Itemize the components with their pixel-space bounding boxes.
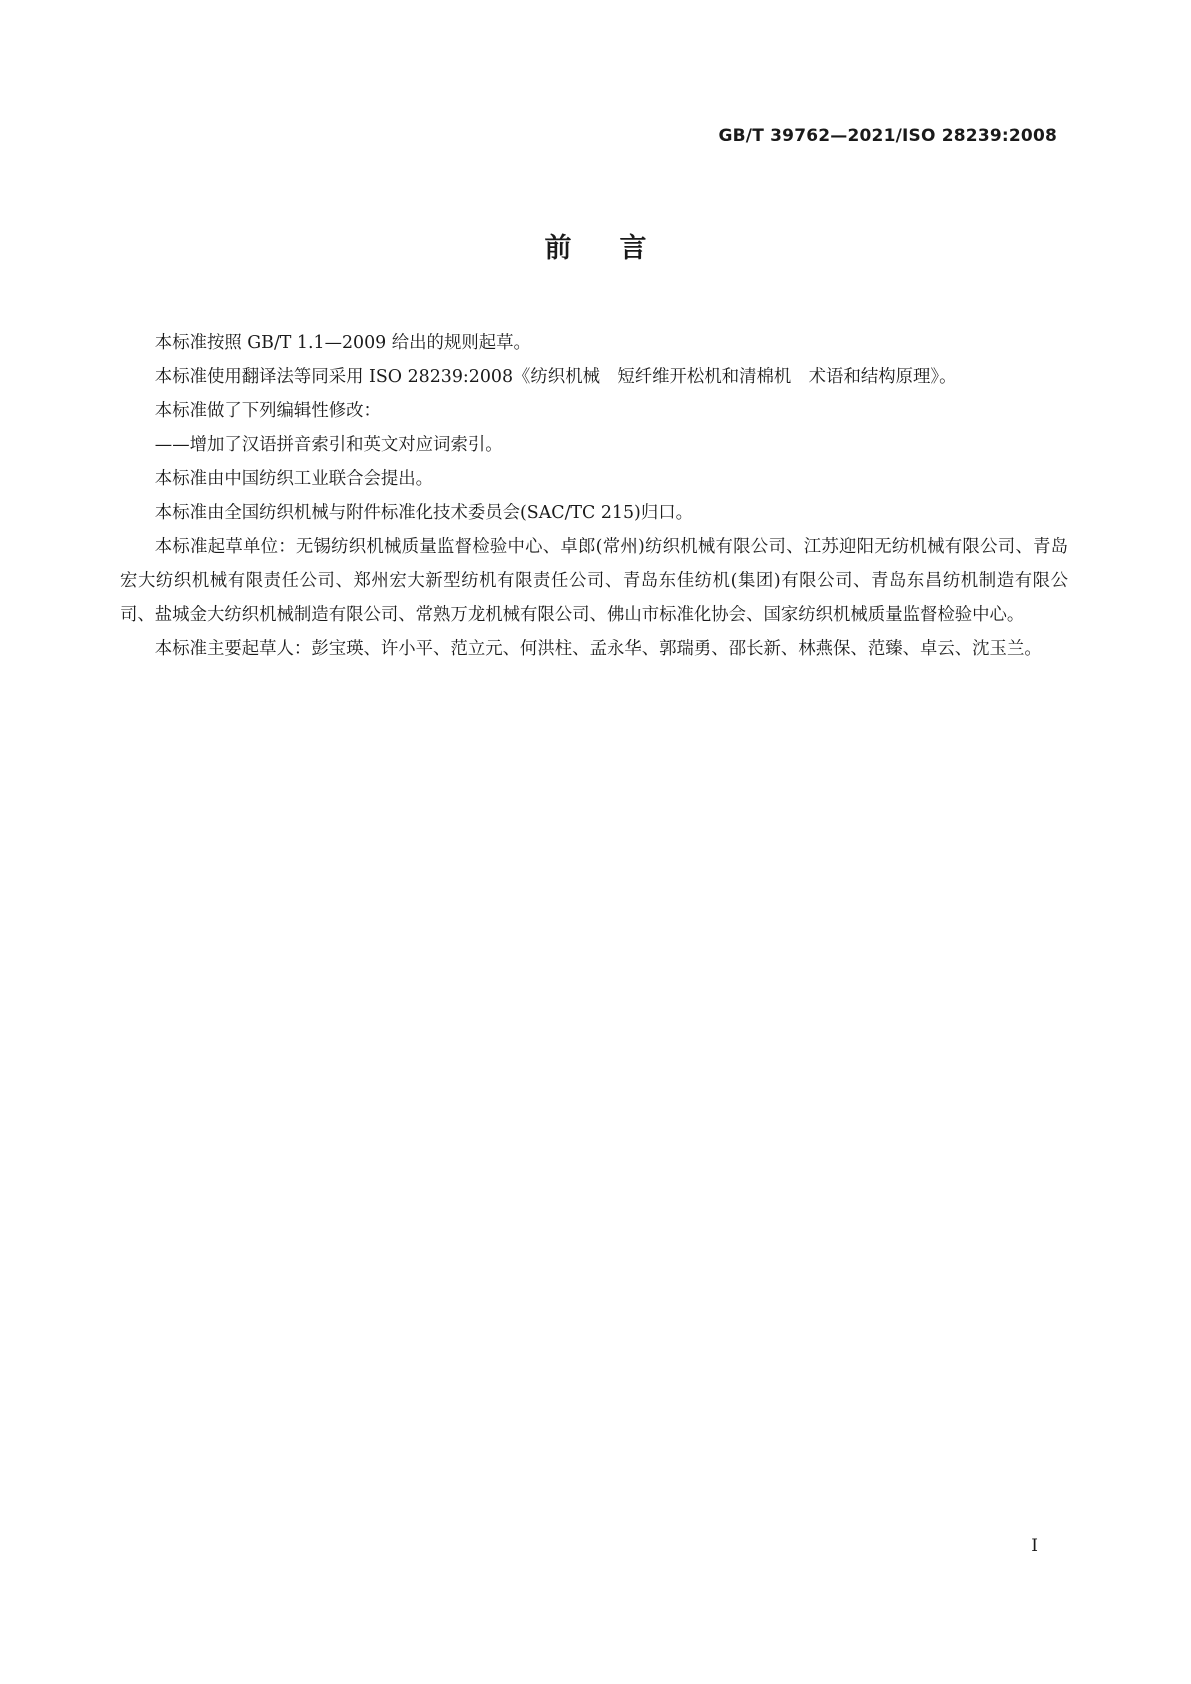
paragraph-committee: 本标准由全国纺织机械与附件标准化技术委员会(SAC/TC 215)归口。 — [154, 503, 694, 523]
standard-code-header: GB/T 39762—2021/ISO 28239:2008 — [718, 126, 1057, 146]
page-title: 前言 — [544, 233, 695, 264]
document-body — [120, 326, 1068, 666]
paragraph-proposer: 本标准由中国纺织工业联合会提出。 — [154, 469, 434, 489]
paragraph-drafting-units: 本标准起草单位：无锡纺织机械质量监督检验中心、卓郎(常州)纺织机械有限公司、江苏迎阳无纺机械有限公司、青岛宏大纺织机械有限责任公司、郑州宏大新型纺机有限责任公司、青岛东佳纺机(集团)有限公司、青岛东昌纺机制造有限公司、盐城金大纺织机械制造有限公司、常熟万龙机械有限公司、佛山市标准化协会、国家纺织机械质量监督检验中心。 — [120, 537, 1068, 625]
page-number: I — [1031, 1536, 1038, 1556]
paragraph-drafting-rules: 本标准按照 GB/T 1.1—2009 给出的规则起草。 — [154, 333, 531, 353]
list-item-index-addition: ——增加了汉语拼音索引和英文对应词索引。 — [154, 435, 503, 455]
paragraph-adoption: 本标准使用翻译法等同采用 ISO 28239:2008《纺织机械 短纤维开松机和清棉机 术语和结构原理》。 — [154, 367, 957, 387]
paragraph-editorial-changes: 本标准做了下列编辑性修改： — [154, 401, 381, 421]
paragraph-drafters: 本标准主要起草人：彭宝瑛、许小平、范立元、何洪柱、孟永华、郭瑞勇、邵长新、林燕保、范臻、卓云、沈玉兰。 — [154, 639, 1042, 659]
